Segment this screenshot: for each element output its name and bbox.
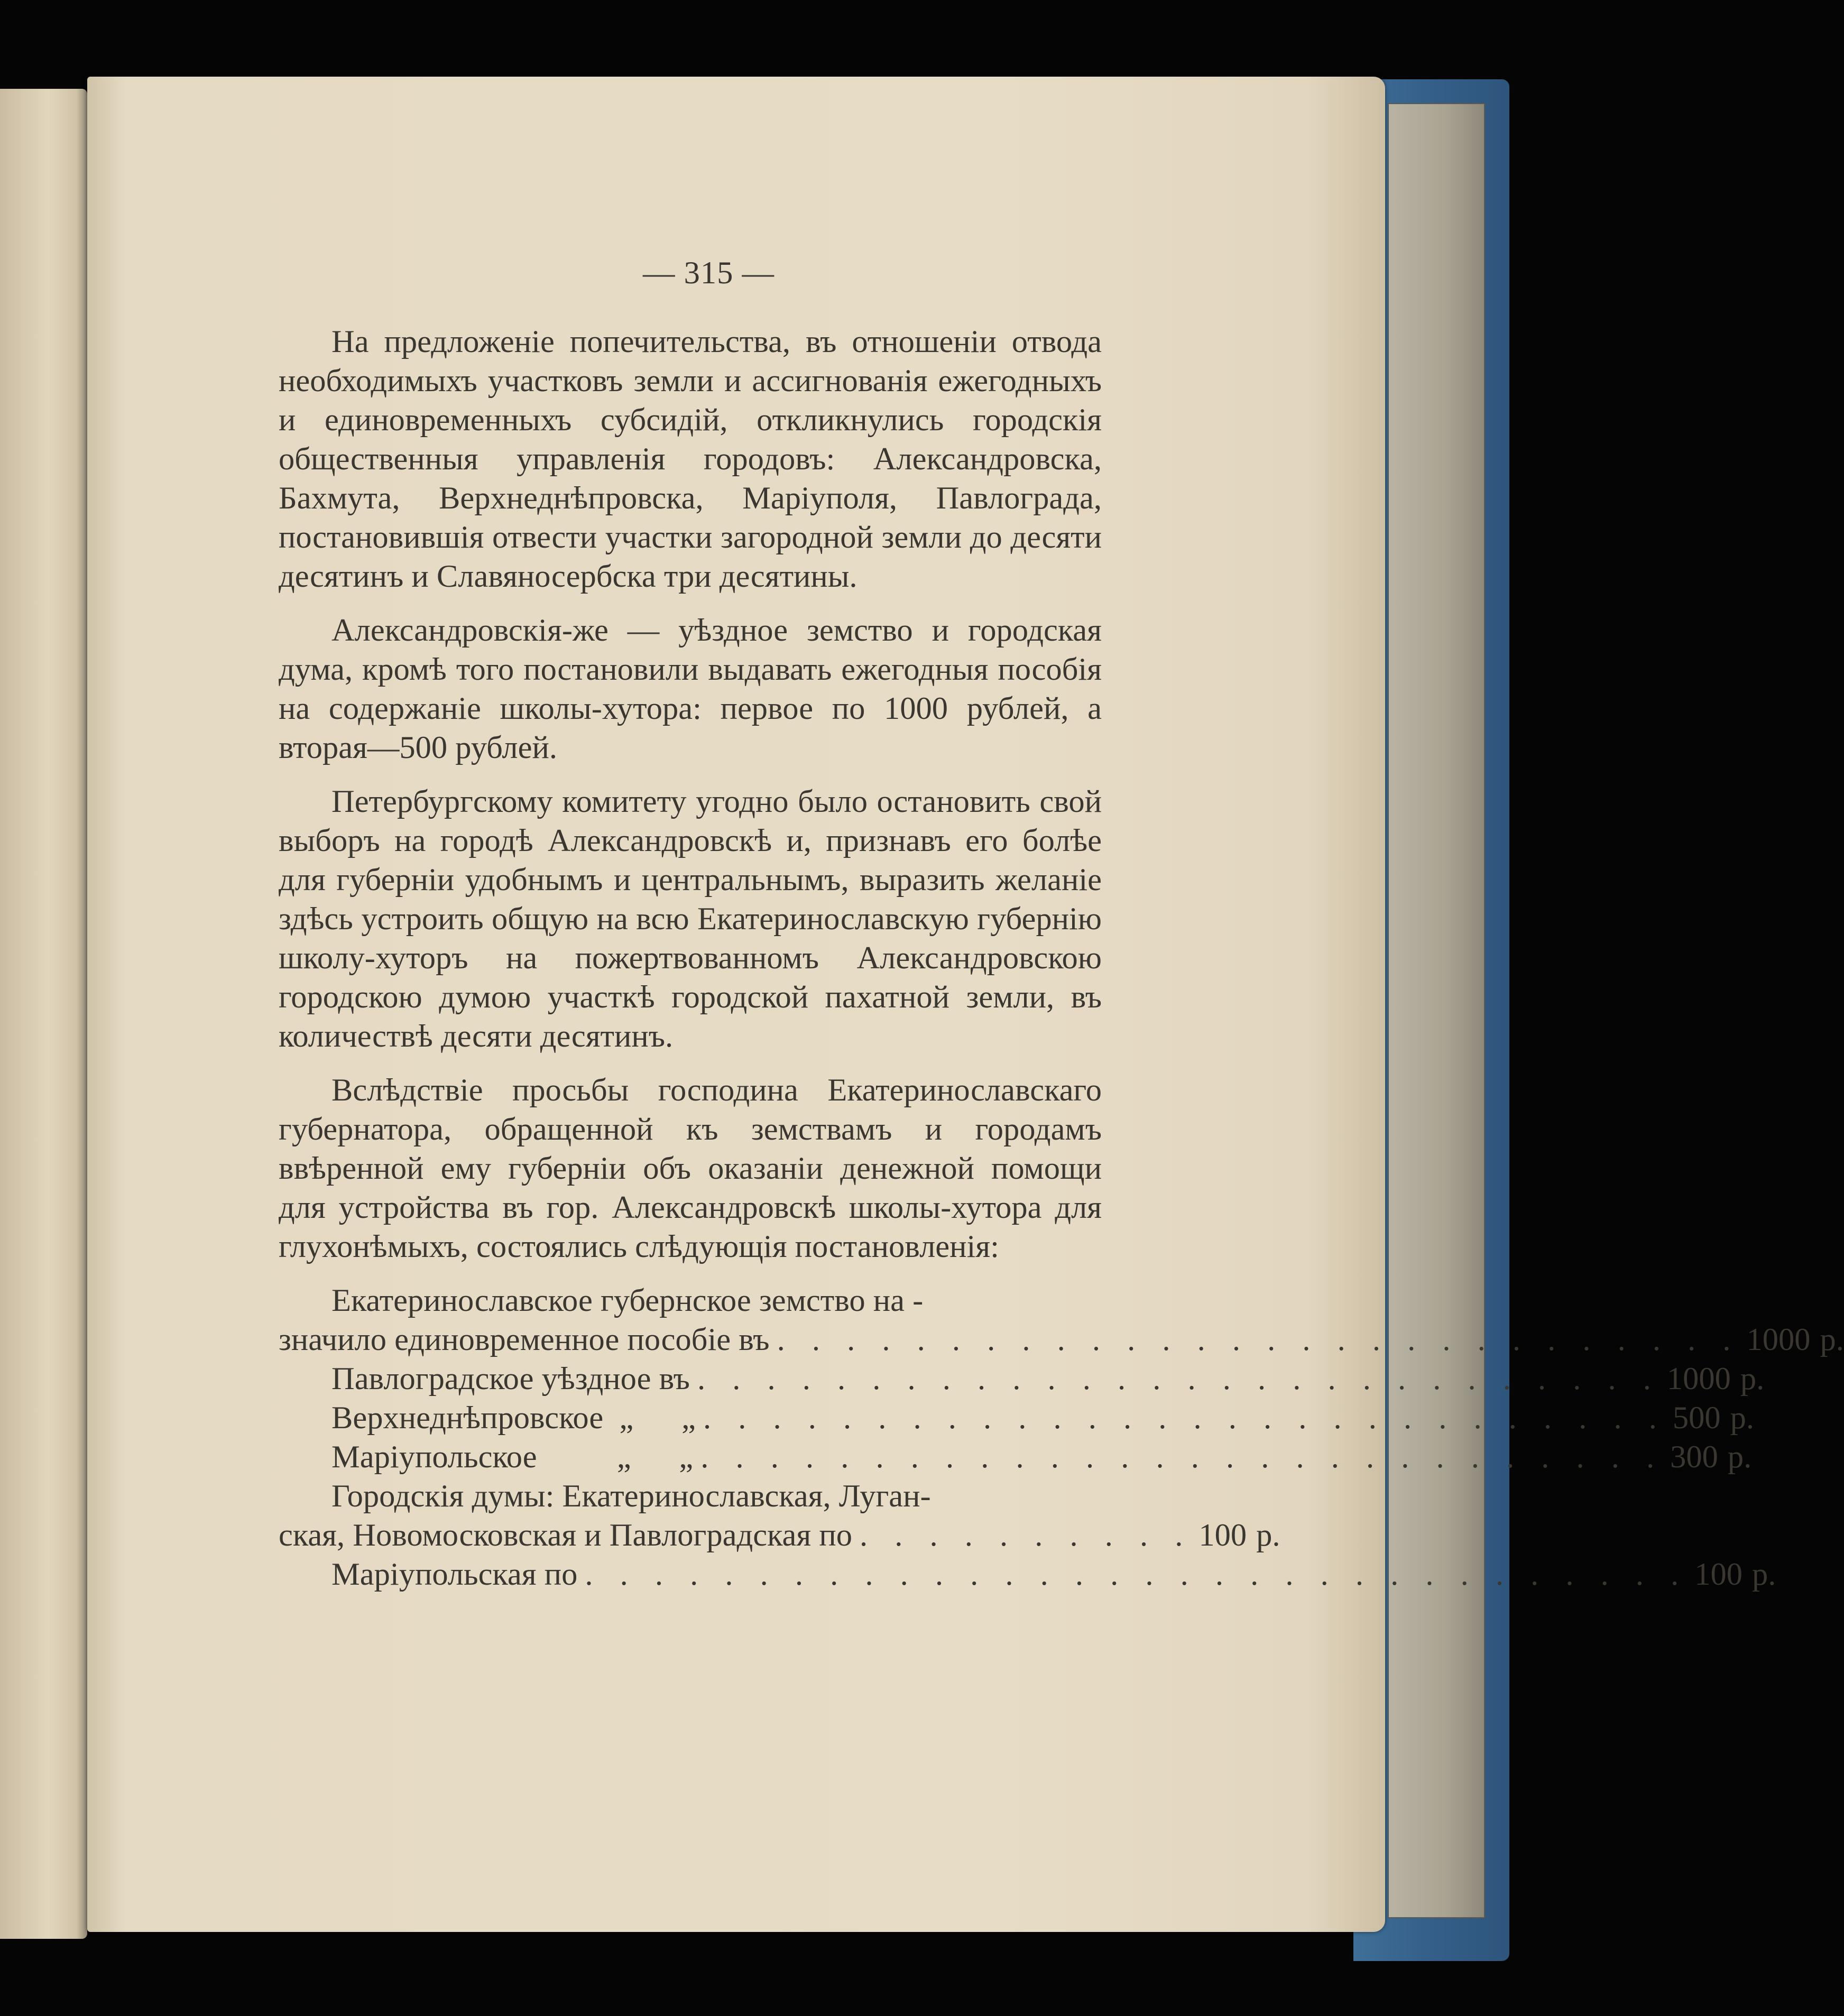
- paragraph-4: Вслѣдствіе просьбы господина Екатеринославскаго губернатора, обращенной къ земствамъ и городамъ ввѣренной ему губерніи объ оказаніи денежной помощи для устройства въ гор. Александровскѣ школы-хутора для глухонѣмыхъ, состоялись слѣдующія постановленія:: [279, 1072, 1102, 1264]
- paragraph-1: На предложеніе попечительства, въ отношеніи отвода необходимыхъ участковъ земли и ассигнованія ежегодныхъ и единовременныхъ субсидій, откликнулись городскія общественныя управленія городовъ: Александровска, Бахмута, Верхнеднѣпровска, Маріуполя, Павлограда, постановившія отвести участки загородной земли до десяти десятинъ и Славяносербска три десятины.: [279, 324, 1102, 594]
- mariupol-amount: 100: [1694, 1557, 1742, 1592]
- donations-list: [279, 1281, 1844, 1594]
- page-number: — 315 —: [643, 255, 775, 291]
- currency-unit: р.: [1730, 1400, 1754, 1436]
- paragraph-2: Александровскія-же — уѣздное земство и городская дума, кромѣ того постановили выдавать ежегодныя пособія на содержаніе школы-хутора: первое по 1000 рублей, а вторая—500 рублей.: [279, 613, 1102, 765]
- left-page-edge: [0, 89, 87, 1939]
- leader-dots: . . . . . . . . . . . . . . . . . . . . . . . . . . . .: [777, 1322, 1740, 1357]
- leader-dots: . . . . . . . . . . . . . . . . . . . . . . . . . . . .: [703, 1400, 1666, 1436]
- mariupol-label: Маріупольская по: [331, 1557, 578, 1592]
- mariupol-row: [279, 1555, 1776, 1594]
- duma-row: [279, 1516, 1280, 1555]
- duma-line-1: Городскія думы: Екатеринославская, Луган-: [331, 1478, 931, 1514]
- gubernia-line-1: Екатеринославское губернское земство на -: [331, 1283, 924, 1318]
- leader-dots: . . . . . . . . . . . . . . . . . . . . . . . . . . . . . . . .: [585, 1557, 1689, 1592]
- currency-unit: р.: [1820, 1322, 1844, 1357]
- currency-unit: р.: [1256, 1518, 1280, 1553]
- duma-line-2: ская, Новомосковская и Павлоградская по: [279, 1518, 852, 1553]
- currency-unit: р.: [1740, 1361, 1765, 1397]
- currency-unit: р.: [1727, 1439, 1752, 1475]
- page-block-edge: [1388, 103, 1485, 1918]
- donation-label: Павлоградское уѣздное въ: [331, 1361, 690, 1397]
- leader-dots: . . . . . . . . . .: [859, 1518, 1193, 1553]
- donation-amount: 300: [1670, 1439, 1718, 1475]
- donation-row: [279, 1360, 1765, 1399]
- donation-amount: 500: [1672, 1400, 1721, 1436]
- donation-label: Верхнеднѣпровское „ „: [331, 1400, 696, 1436]
- currency-unit: р.: [1751, 1557, 1776, 1592]
- gubernia-line-2: значило единовременное пособіе въ: [279, 1322, 770, 1357]
- paragraph-3: Петербургскому комитету угодно было остановить свой выборъ на городѣ Александровскѣ и, признавъ его болѣе для губерніи удобнымъ и центральнымъ, выразить желаніе здѣсь устроить общую на всю Екатеринославскую губернію школу-хуторъ на пожертвованномъ Александровскою городскою думою участкѣ городской пахатной земли, въ количествѣ десяти десятинъ.: [279, 784, 1102, 1054]
- leader-dots: . . . . . . . . . . . . . . . . . . . . . . . . . . . .: [697, 1361, 1661, 1397]
- gubernia-row: [279, 1320, 1844, 1360]
- gubernia-amount: 1000: [1746, 1322, 1811, 1357]
- donation-row: [279, 1399, 1754, 1438]
- duma-amount: 100: [1198, 1518, 1247, 1553]
- page-content: [279, 254, 1844, 1594]
- donation-amount: 1000: [1666, 1361, 1731, 1397]
- donation-label: Маріупольское „ „: [331, 1439, 694, 1475]
- donation-row: [279, 1438, 1752, 1477]
- leader-dots: . . . . . . . . . . . . . . . . . . . . . . . . . . . .: [700, 1439, 1664, 1475]
